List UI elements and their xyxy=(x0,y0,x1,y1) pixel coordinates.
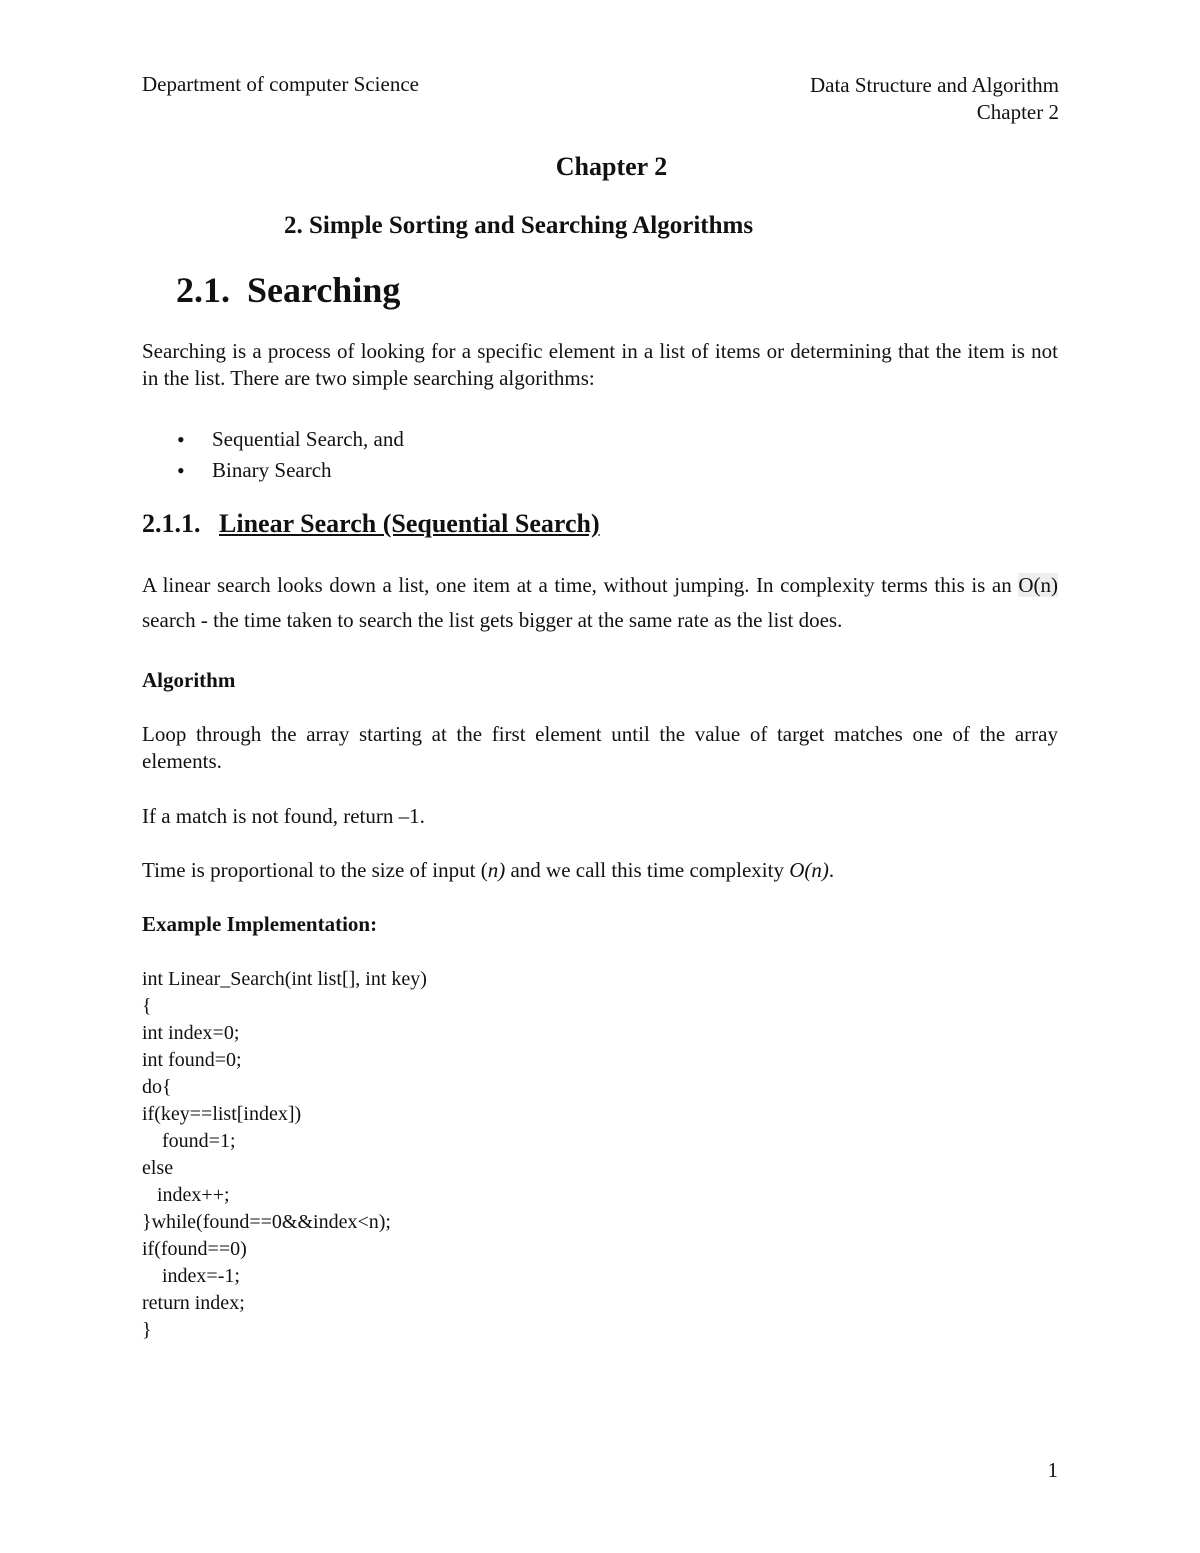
heading-number: 2.1. xyxy=(176,270,230,310)
subheading-text: Linear Search (Sequential Search) xyxy=(219,509,600,538)
code-block xyxy=(142,966,427,1344)
list-item: • Sequential Search, and xyxy=(142,424,404,455)
complexity-term: O(n) xyxy=(1018,573,1058,597)
section-title: 2. Simple Sorting and Searching Algorithms xyxy=(284,212,754,239)
code-line: if(found==0) xyxy=(142,1238,247,1260)
linear-desc-text: A linear search looks down a list, one item at a time, without jumping. In complexity terms this is an xyxy=(142,573,1019,597)
input-size-term: n) xyxy=(487,858,506,882)
code-line: { xyxy=(142,995,152,1017)
chapter-title: Chapter 2 xyxy=(555,152,668,181)
header-chapter: Chapter 2 xyxy=(976,100,1059,124)
heading-text: Searching xyxy=(247,270,401,310)
page-number: 1 xyxy=(1047,1458,1058,1482)
heading-linear-search xyxy=(142,509,600,539)
complexity-term: O(n) xyxy=(789,858,829,882)
linear-desc-text: search - the time taken to search the list gets bigger at the same rate as the list does. xyxy=(142,608,843,632)
code-line: do{ xyxy=(142,1076,172,1098)
example-label: Example Implementation: xyxy=(142,912,378,936)
algorithm-step-3 xyxy=(142,857,1058,884)
header-course-title: Data Structure and Algorithm xyxy=(809,73,1059,97)
step-text: and we call this time complexity xyxy=(505,858,790,882)
subheading-number: 2.1.1. xyxy=(142,509,201,538)
code-line: int index=0; xyxy=(142,1022,240,1044)
code-line: found=1; xyxy=(142,1130,236,1152)
code-line: int Linear_Search(int list[], int key) xyxy=(142,968,427,990)
intro-paragraph: Searching is a process of looking for a specific element in a list of items or determining that the item is not in the list. There are two simple searching algorithms: xyxy=(142,339,1058,390)
code-line: } xyxy=(142,1319,152,1341)
linear-search-description xyxy=(142,568,1058,638)
step-text: . xyxy=(828,858,835,882)
code-line: if(key==list[index]) xyxy=(142,1103,302,1125)
header-department: Department of computer Science xyxy=(142,72,419,96)
code-line: else xyxy=(142,1157,174,1179)
code-line: return index; xyxy=(142,1292,245,1314)
algorithm-step-1: Loop through the array starting at the first element until the value of target matches one of the array elements. xyxy=(142,722,1058,773)
step-text: Time is proportional to the size of input ( xyxy=(142,858,488,882)
code-line: }while(found==0&&index<n); xyxy=(142,1211,391,1233)
heading-searching xyxy=(176,269,400,311)
algorithm-list xyxy=(142,424,404,486)
algorithm-step-2: If a match is not found, return –1. xyxy=(142,804,425,828)
code-line: int found=0; xyxy=(142,1049,242,1071)
list-item: • Binary Search xyxy=(142,455,404,486)
code-line: index=-1; xyxy=(142,1265,240,1287)
code-line: index++; xyxy=(142,1184,230,1206)
algorithm-label: Algorithm xyxy=(142,668,236,692)
header-course xyxy=(810,72,1059,126)
